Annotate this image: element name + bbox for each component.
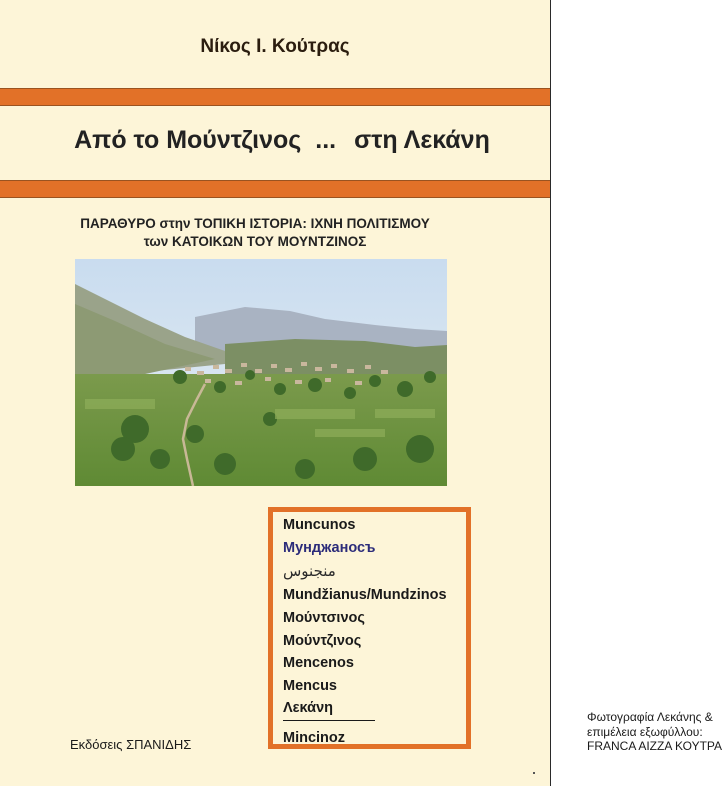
name-mencus: Mencus <box>283 678 337 694</box>
author-name: Νίκος Ι. Κούτρας <box>200 36 350 57</box>
title-part-2: στη Λεκάνη <box>354 126 490 154</box>
book-subtitle <box>0 215 510 251</box>
title-separator: ... <box>315 126 337 154</box>
title-part-1: Από το Μούντζινος <box>74 126 302 154</box>
publisher: Εκδόσεις ΣΠΑΝΙΔΗΣ <box>70 737 192 752</box>
name-latin-muncunos: Muncunos <box>283 517 356 533</box>
subtitle-line-1: ΠΑΡΑΘΥΡΟ στην ΤΟΠΙΚΗ ΙΣΤΟΡΙΑ: ΙΧΝΗ ΠΟΛΙΤΙΣΜΟΥ <box>80 216 430 231</box>
valley-landscape-photo <box>75 259 447 486</box>
names-divider <box>283 720 375 721</box>
name-cyrillic: Мунджаносъ <box>283 540 376 556</box>
name-mincinoz: Mincinoz <box>283 730 346 746</box>
credit-line-1: Φωτογραφία Λεκάνης & <box>587 710 713 724</box>
book-title <box>0 126 564 155</box>
back-cover <box>551 0 727 786</box>
orange-band-top <box>0 88 550 106</box>
subtitle-line-2: των ΚΑΤΟΙΚΩΝ ΤΟΥ ΜΟΥΝΤΖΙΝΟΣ <box>143 234 367 249</box>
name-mencenos: Mencenos <box>283 655 354 671</box>
orange-band-bottom <box>0 180 550 198</box>
name-mountsinos: Μούντσινος <box>283 610 365 626</box>
name-mountzinos: Μούντζινος <box>283 633 362 649</box>
decorative-dot <box>533 772 535 774</box>
credit-line-3: FRANCA AIZZA ΚΟΥΤΡΑ <box>587 739 723 753</box>
name-mundzianus: Mundžianus/Mundzinos <box>283 587 447 603</box>
place-names-box <box>268 507 471 749</box>
cover-credits <box>587 710 727 754</box>
name-lekani: Λεκάνη <box>283 700 333 716</box>
name-arabic: منجنوس <box>283 563 336 580</box>
credit-line-2: επιμέλεια εξωφύλλου: <box>587 724 703 739</box>
